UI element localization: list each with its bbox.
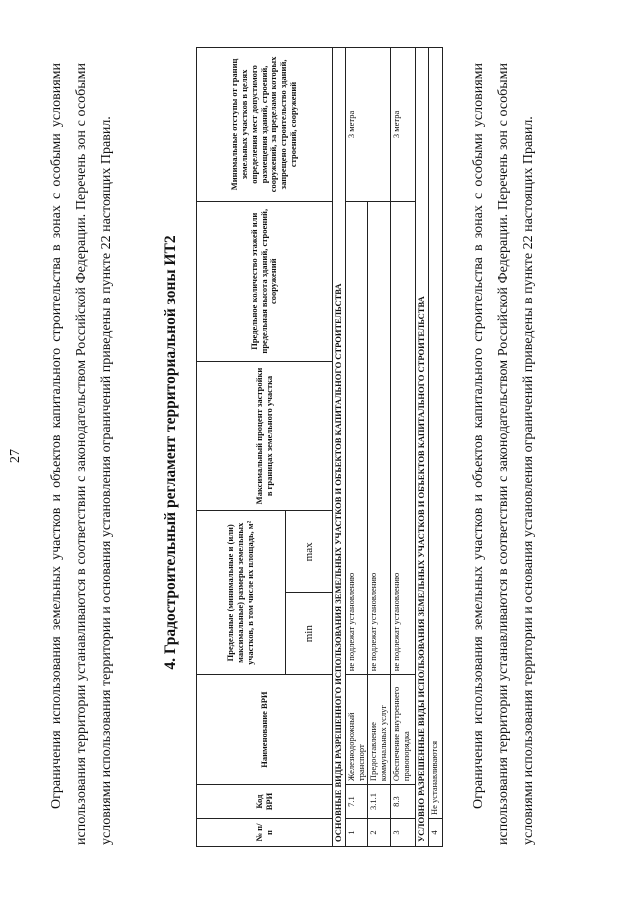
paragraph-bottom: Ограничения использования земельных участков и объектов капитального строительства в зонах с особыми условиями использования территории устанавливаются в соответствии с законодательством Российской Федерации. Перечень зон с особыми условиями использования территории и основания установления ограничений приведены в пункте 22 настоящих Правил. — [471, 63, 536, 845]
header-no: № п/п — [197, 819, 333, 847]
paragraph-top: Ограничения использования земельных участков и объектов капитального строительства в зонах с особыми условиями использования территории устанавливаются в соответствии с законодательством Российской Федерации. Перечень зон с особыми условиями использования территории и основания установления ограничений приведены в пункте 22 настоящих Правил. — [49, 63, 114, 845]
section-conditional-row — [415, 48, 428, 847]
cell-code: 3.1.1 — [368, 785, 391, 819]
cell-size: не подлежат установлению — [345, 201, 368, 674]
header-name: Наименование ВРИ — [197, 675, 333, 785]
cell-no: 1 — [345, 819, 368, 847]
header-area: Предельные (минимальные и (или) максимальные) размеры земельных участков, в том числе их площадь, м² — [197, 511, 286, 675]
section-main-row — [333, 48, 346, 847]
cell-setback: 3 метра — [345, 48, 390, 202]
cell-size: не подлежат установлению — [390, 201, 415, 674]
cell-no: 2 — [368, 819, 391, 847]
cell-setback: 3 метра — [390, 48, 415, 202]
regulation-table — [196, 47, 443, 847]
section-heading: 4. Градостроительный регламент территориальной зоны ИТ2 — [162, 235, 179, 670]
header-percent: Максимальный процент застройки в границах земельного участка — [197, 361, 333, 511]
header-code: Код ВРИ — [197, 785, 333, 819]
section-conditional: УСЛОВНО РАЗРЕШЕННЫЕ ВИДЫ ИСПОЛЬЗОВАНИЯ ЗЕМЕЛЬНЫХ УЧАСТКОВ И ОБЪЕКТОВ КАПИТАЛЬНОГО СТРОИТЕЛЬСТВА — [415, 48, 428, 847]
cell-code: 7.1 — [345, 785, 368, 819]
section-main: ОСНОВНЫЕ ВИДЫ РАЗРЕШЕННОГО ИСПОЛЬЗОВАНИЯ ЗЕМЕЛЬНЫХ УЧАСТКОВ И ОБЪЕКТОВ КАПИТАЛЬНОГО СТРОИТЕЛЬСТВА — [333, 48, 346, 847]
cell-name: Предоставление коммунальных услуг — [368, 675, 391, 785]
header-floors: Предельное количество этажей или предельная высота зданий, строений, сооружений — [197, 201, 333, 361]
header-setback: Минимальные отступы от границ земельных участков в целях определения мест допустимого размещения зданий, строений, сооружений, за пределами которых запрещено строительство зданий, строений, сооружений — [197, 48, 333, 202]
cell-no: 4 — [428, 819, 442, 847]
table-row — [390, 48, 415, 847]
cell-no: 3 — [390, 819, 415, 847]
table-row — [345, 48, 368, 847]
header-max: max — [286, 511, 333, 593]
header-min: min — [286, 593, 333, 675]
table-row — [428, 48, 442, 847]
cell-name: Обеспечение внутреннего правопорядка — [390, 675, 415, 785]
cell-code: 8.3 — [390, 785, 415, 819]
cell-text: Не устанавливаются — [428, 48, 442, 819]
cell-name: Железнодорожный транспорт — [345, 675, 368, 785]
cell-size: не подлежат установлению — [368, 201, 391, 674]
table-header-row — [197, 48, 286, 847]
page-number: 27 — [8, 449, 23, 463]
